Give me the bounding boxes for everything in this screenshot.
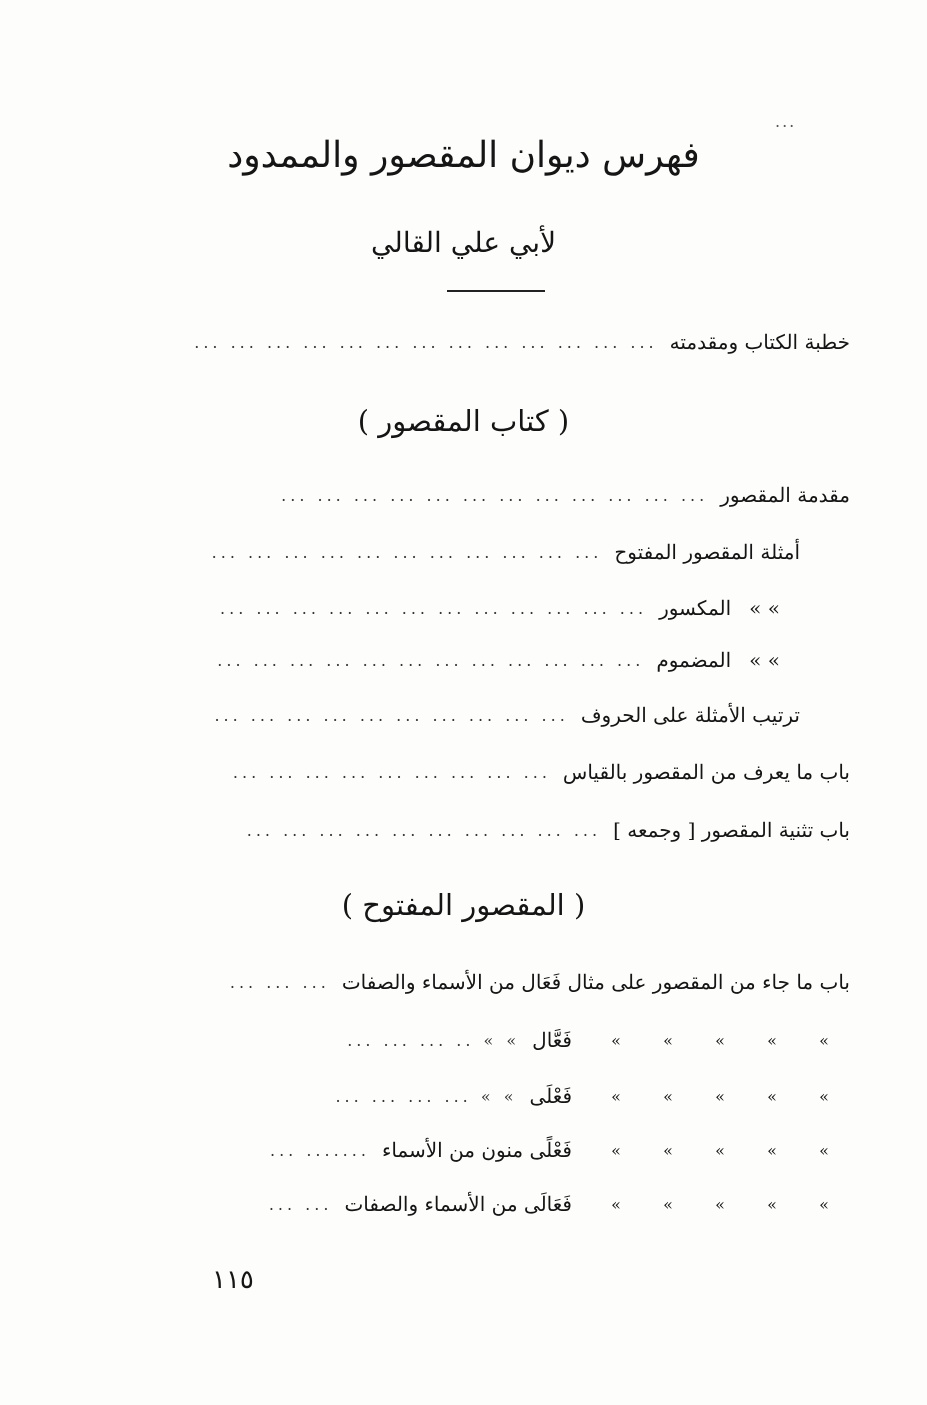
ditto-mark: » <box>663 1194 673 1214</box>
toc-entry-label: ترتيب الأمثلة على الحروف <box>580 703 800 727</box>
ditto-mark: » <box>611 1030 621 1050</box>
toc-entry <box>150 1184 850 1224</box>
toc-entry-label: فَعَّال <box>532 1028 572 1052</box>
ditto-mark: » <box>819 1140 829 1160</box>
toc-entry <box>150 810 850 850</box>
ditto-mark: » <box>663 1030 673 1050</box>
title-rule <box>447 290 545 292</box>
page-number: ١١٥ <box>212 1265 254 1295</box>
dot-leader: ... ... ... ... ... ... ... ... ... ... <box>246 820 602 840</box>
toc-entry <box>150 1076 850 1116</box>
ditto-mark: » <box>767 1140 777 1160</box>
toc-entry <box>150 640 850 680</box>
page-title: فهرس ديوان المقصور والممدود <box>227 135 700 176</box>
toc-entry <box>150 1020 850 1060</box>
toc-entry <box>150 475 850 515</box>
dot-leader: ... ... ... ... ... ... ... ... ... ... ... ... <box>281 485 709 505</box>
toc-entry-label: المكسور <box>659 596 732 620</box>
dot-leader: ... ... ... ... ... ... ... ... ... <box>232 762 551 782</box>
ditto-mark: » <box>611 1194 621 1214</box>
toc-entry-label: باب تثنية المقصور [ وجمعه ] <box>613 818 850 842</box>
dot-leader: ... ... ... ... ... ... ... ... ... ... <box>214 705 569 725</box>
section-heading: ( المقصور المفتوح ) <box>341 888 586 922</box>
toc-entry <box>150 962 850 1002</box>
toc-entry-label: باب ما يعرف من المقصور بالقياس <box>562 760 850 784</box>
toc-entry-label: فَعْلًى منون من الأسماء <box>381 1138 572 1162</box>
ditto-mark: » <box>715 1194 725 1214</box>
dot-leader: ... ... ... <box>229 972 330 992</box>
toc-entry <box>150 532 800 572</box>
ditto-mark: » <box>715 1140 725 1160</box>
ditto-mark: » <box>767 1086 777 1106</box>
ditto-marks <box>590 1141 850 1160</box>
ditto-mark: » <box>611 1086 621 1106</box>
ditto-marks <box>590 1195 850 1214</box>
ditto-marks <box>590 1087 850 1106</box>
ditto-mark: » <box>819 1086 829 1106</box>
section-heading: ( كتاب المقصور ) <box>357 404 570 438</box>
dot-leader: ... ... ... ... ... ... ... ... ... ... ... ... <box>217 650 645 670</box>
toc-entry-label: باب ما جاء من المقصور على مثال فَعَال من الأسماء والصفات <box>341 970 850 994</box>
dot-leader: ... ... ... ... ... ... ... ... ... ... ... ... <box>220 598 648 618</box>
dot-leader: » » .. ... ... ... <box>347 1030 521 1050</box>
toc-entry <box>150 1130 850 1170</box>
ditto-mark: » <box>663 1086 673 1106</box>
ditto-mark: » <box>819 1030 829 1050</box>
ditto-marks: » » <box>749 648 780 672</box>
toc-entry-label: فَعَالَى من الأسماء والصفات <box>344 1192 572 1216</box>
dot-leader: ... ... <box>268 1194 333 1214</box>
ditto-mark: » <box>663 1140 673 1160</box>
ditto-mark: » <box>767 1030 777 1050</box>
toc-entry-label: المضموم <box>656 648 732 672</box>
ditto-marks <box>590 1031 850 1050</box>
page-subtitle: لأبي علي القالي <box>370 226 557 259</box>
top-dots: ... <box>775 112 797 131</box>
ditto-mark: » <box>767 1194 777 1214</box>
dot-leader: ....... ... <box>269 1140 370 1160</box>
ditto-mark: » <box>611 1140 621 1160</box>
ditto-mark: » <box>819 1194 829 1214</box>
dot-leader: » » ... ... ... ... <box>335 1086 518 1106</box>
toc-entry-label: مقدمة المقصور <box>720 483 850 507</box>
toc-entry <box>150 695 800 735</box>
dot-leader: ... ... ... ... ... ... ... ... ... ... ... ... ... <box>194 332 658 352</box>
toc-entry-label: أمثلة المقصور المفتوح <box>614 540 800 564</box>
dot-leader: ... ... ... ... ... ... ... ... ... ... ... <box>211 542 603 562</box>
toc-entry-label: خطبة الكتاب ومقدمته <box>669 330 850 354</box>
toc-entry <box>150 322 850 362</box>
ditto-mark: » <box>715 1086 725 1106</box>
toc-entry-label: فَعْلَى <box>529 1084 572 1108</box>
toc-entry <box>150 588 850 628</box>
toc-entry <box>150 752 850 792</box>
ditto-marks: » » <box>749 596 780 620</box>
ditto-mark: » <box>715 1030 725 1050</box>
